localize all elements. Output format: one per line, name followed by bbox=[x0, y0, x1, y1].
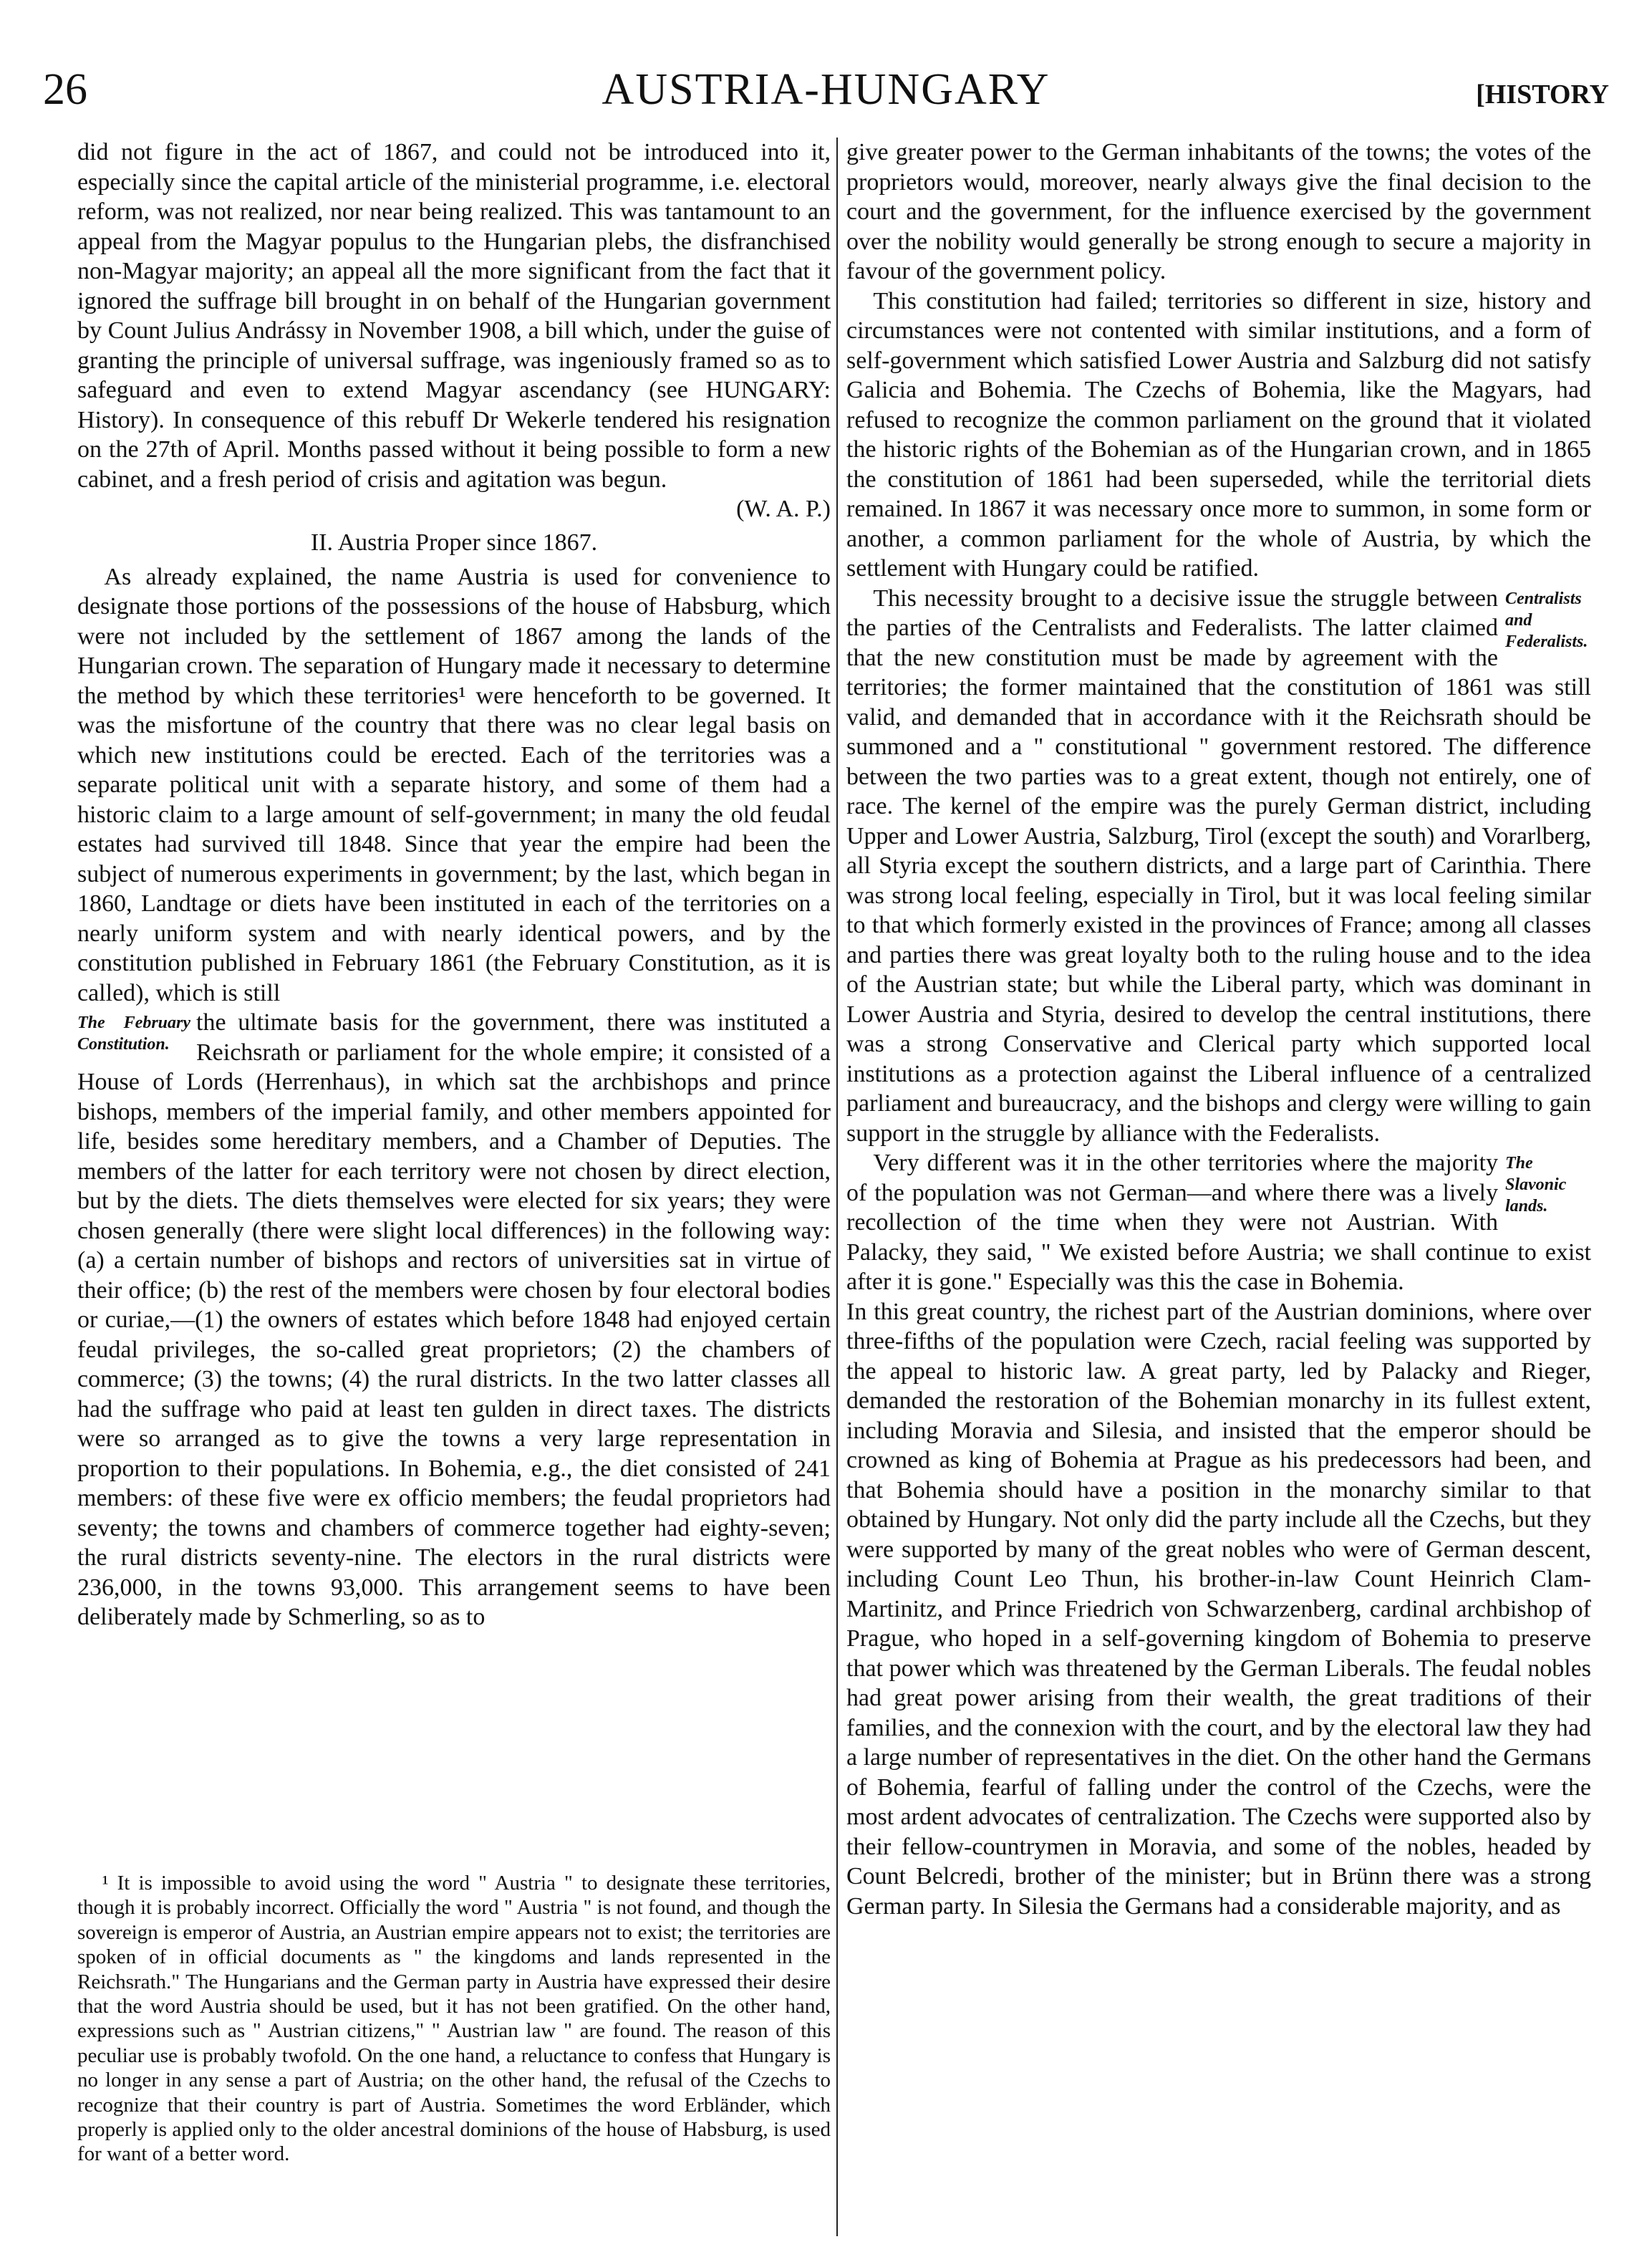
paragraph: As already explained, the name Austria is used for convenience to designate those portions of the possessions of the house of Habsburg, which were not included by the settlement of 1867 among the lands of the Hungarian crown. The separation of Hungary made it necessary to determine the method by which these territories¹ were henceforth to be governed. It was the misfortune of the country that there was no clear legal basis on which new institutions could be erected. Each of the territories was a separate political unit with a separate history, and some of them had a historic claim to a large amount of self-government; in many the old feudal estates had survived till 1848. Since that year the empire had been the subject of numerous experiments in government; by the last, which began in 1860, Landtage or diets have been instituted in each of the territories on a nearly uniform system and with nearly identical powers, and by the constitution published in February 1861 (the February Constitution, as it is called), which is still bbox=[77, 563, 831, 1006]
section-label: [HISTORY bbox=[1476, 80, 1609, 110]
paragraph: did not figure in the act of 1867, and could not be introduced into it, especially since the capital article of the ministerial programme, i.e. electoral reform, was not realized, nor near being realized. This was tantamount to an appeal from the Magyar populus to the Hungarian plebs, the disfranchised non-Magyar majority; an appeal all the more significant from the fact that it ignored the suffrage bill brought in on behalf of the Hungarian government by Count Julius Andrássy in November 1908, a bill which, under the guise of granting the principle of universal suffrage, was ingeniously framed so as to safeguard and even to extend Magyar ascendancy (see HUNGARY: History). In consequence of this rebuff Dr Wekerle tendered his resignation on the 27th of April. Months passed without it being possible to form a new cabinet, and a fresh period of crisis and agitation was begun. bbox=[77, 139, 831, 493]
page-number: 26 bbox=[43, 65, 87, 114]
paragraph: This constitution had failed; territories so different in size, history and circumstances were not contented with similar institutions, and a form of self-government which satisfied Lower Austria and Salzburg did not satisfy Galicia and Bohemia. The Czechs of Bohemia, like the Magyars, had refused to recognize the common parliament on the ground that it violated the historic rights of the Bohemian as of the Hungarian crown, and in 1865 the constitution of 1861 had been superseded, while the territorial diets remained. In 1867 it was necessary once more to summon, in some form or another, a common parliament for the whole of Austria, by which the settlement with Hungary could be ratified. bbox=[846, 287, 1591, 582]
section-subheading: II. Austria Proper since 1867. bbox=[310, 529, 598, 556]
page-header bbox=[36, 64, 1616, 136]
column-divider bbox=[836, 138, 838, 2236]
footnote bbox=[77, 1871, 831, 2167]
marginal-note: The February Constitution. bbox=[77, 1014, 190, 1054]
left-column bbox=[77, 138, 831, 1632]
right-column bbox=[846, 138, 1591, 1921]
footnote-text: ¹ It is impossible to avoid using the word " Austria " to designate these territories, though it is probably incorrect. Officially the word " Austria " is not found, and though the sovereign is emperor of Austria, an Austrian empire appears not to exist; the territories are spoken of in official documents as " the kingdoms and lands represented in the Reichsrath." The Hungarians and the German party in Austria have expressed their desire that the word Austria should be used, but it has not been gratified. On the other hand, expressions such as " Austrian citizens," " Austrian law " are found. The reason of this peculiar use is probably twofold. On the one hand, a reluctance to confess that Hungary is no longer in any sense a part of Austria; on the other hand, the refusal of the Czechs to recognize that their country is part of Austria. Sometimes the word Erbländer, which properly is applied only to the older ancestral dominions of the house of Habsburg, is used for want of a better word. bbox=[77, 1872, 831, 2166]
paragraph-continued: the ultimate basis for the government, there was instituted a Reichsrath or parliament for the whole empire; it consisted of a House of Lords (Herrenhaus), in which sat the archbishops and prince bishops, members of the imperial family, and other members appointed for life, besides some hereditary members, and a Chamber of Deputies. The members of the latter for each territory were not chosen by direct election, but by the diets. The diets themselves were elected for six years; they were chosen generally (there were slight local differences) in the following way: (a) a certain number of bishops and rectors of universities sat in virtue of their office; (b) the rest of the members were chosen by four electoral bodies or curiae,—(1) the owners of estates which before 1848 had enjoyed certain feudal privileges, the so-called great proprietors; (2) the chambers of commerce; (3) the towns; (4) the rural districts. In the two latter classes all had the suffrage who paid at least ten gulden in direct taxes. The districts were so arranged as to give the towns a very large representation in proportion to their populations. In Bohemia, e.g., the diet consisted of 241 members: of these five were ex officio members; the feudal proprietors had seventy; the towns and chambers of commerce together had eighty-seven; the rural districts seventy-nine. The electors in the rural districts were 236,000, in the towns 93,000. This arrangement seems to have been deliberately made by Schmerling, so as to bbox=[77, 1009, 831, 1630]
paragraph: Very different was it in the other territories where the majority of the population was not German—and where there was a lively recollection of the time when they were not Austrian. With Palacky, they said, " We existed before Austria; we shall continue to exist after it is gone." Especially was this the case in Bohemia. bbox=[846, 1150, 1591, 1295]
marginal-note: The Slavonic lands. bbox=[1505, 1154, 1567, 1216]
paragraph-continued: should be summoned and a " constitutional " government restored. The difference between the two parties was to a great extent, though not entirely, one of race. The kernel of the empire was the purely German district, including Upper and Lower Austria, Salzburg, Tirol (except the south) and Vorarlberg, all Styria except the southern districts, and a large part of Carinthia. There was strong local feeling, especially in Tirol, but it was local feeling similar to that which formerly existed in the provinces of France; among all classes and parties there was great loyalty both to the ruling house and to the idea of the Austrian state; but while the Liberal party, which was dominant in Lower Austria and Styria, desired to develop the central institutions, there was a strong Conservative and Clerical party which supported local institutions as a protection against the Liberal influence of a centralized parliament and bureaucracy, and the bishops and clergy were willing to gain support in the struggle by alliance with the Federalists. bbox=[846, 703, 1591, 1147]
paragraph: give greater power to the German inhabitants of the towns; the votes of the proprietors would, moreover, nearly always give the final decision to the court and the government, for the influence exercised by the government over the nobility would generally be strong enough to secure a majority in favour of the government policy. bbox=[846, 139, 1591, 284]
marginal-note: Centralists and Federalists. bbox=[1505, 589, 1588, 651]
author-signature: (W. A. P.) bbox=[736, 496, 831, 522]
paragraph: This necessity brought to a decisive issue the struggle between the parties of the Centralists and Federalists. The latter claimed that the new constitution must be made by agreement with the territories; the former maintained that the constitution of 1861 was still valid, and demanded that in accordance with it the Reichsrath bbox=[846, 584, 1591, 731]
paragraph-continued: In this great country, the richest part of the Austrian dominions, where over three-fifths of the population were Czech, racial feeling was supported by the appeal to historic law. A great party, led by Palacky and Rieger, demanded the restoration of the Bohemian monarchy in its fullest extent, including Moravia and Silesia, and insisted that the emperor should be crowned as king of Bohemia at Prague as his predecessors had been, and that Bohemia should have a position in the monarchy similar to that obtained by Hungary. Not only did the party include all the Czechs, but they were supported by many of the great nobles who were of German descent, including Count Leo Thun, his brother-in-law Count Heinrich Clam-Martinitz, and Prince Friedrich von Schwarzenberg, cardinal archbishop of Prague, who hoped in a self-governing kingdom of Bohemia to preserve that power which was threatened by the German Liberals. The feudal nobles had great power arising from their wealth, the great traditions of their families, and the connexion with the court, and by the electoral law they had a large number of representatives in the diet. On the other hand the Germans of Bohemia, fearful of falling under the control of the Czechs, were the most ardent advocates of centralization. The Czechs were supported also by their fellow-countrymen in Moravia, and some of the nobles, headed by Count Belcredi, brother of the minister; but in Brünn there was a strong German party. In Silesia the Germans had a considerable majority, and as bbox=[846, 1298, 1591, 1920]
running-title: AUSTRIA-HUNGARY bbox=[602, 65, 1050, 114]
